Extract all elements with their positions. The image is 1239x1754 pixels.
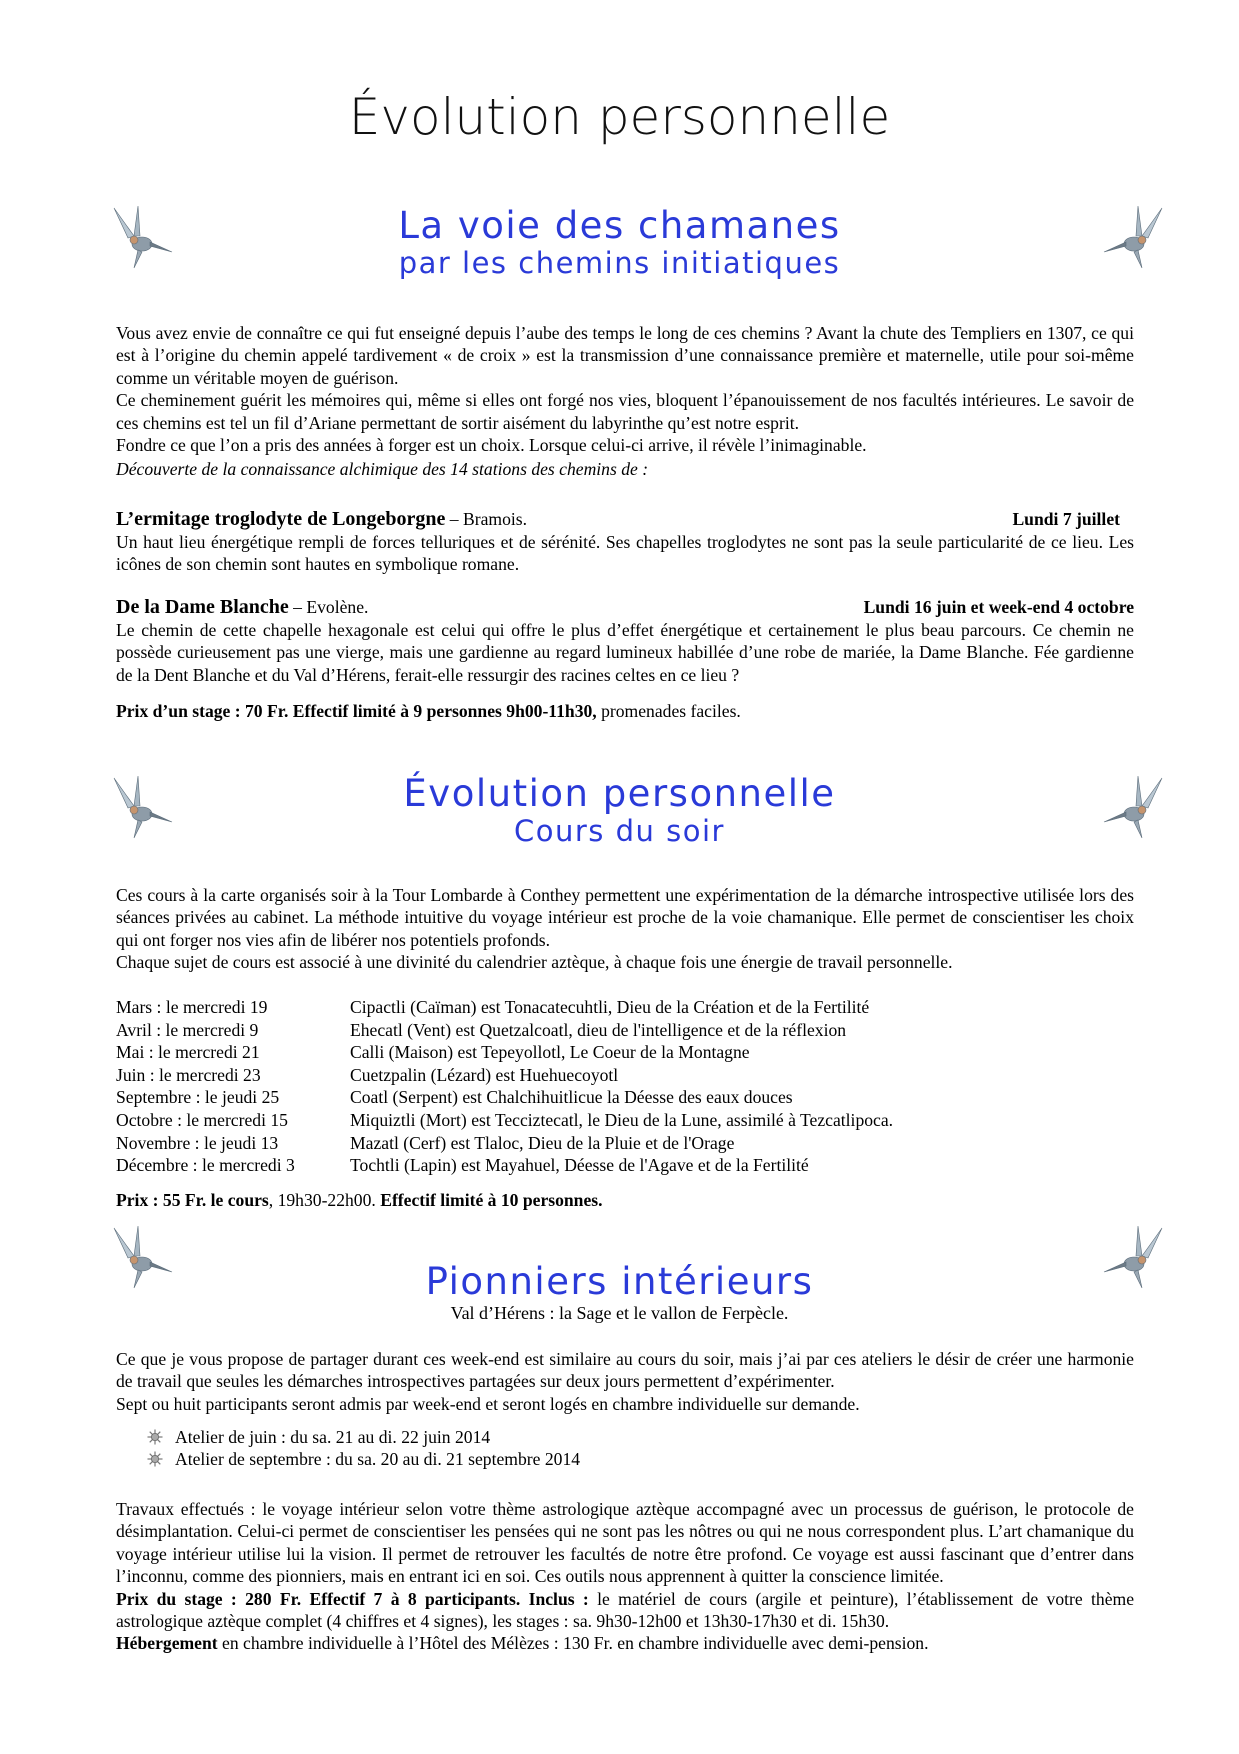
course-topic: Cuetzpalin (Lézard) est Huehuecoyotl <box>350 1064 619 1085</box>
price-bold: Prix : 55 Fr. le cours <box>116 1190 269 1210</box>
course-topic: Ehecatl (Vent) est Quetzalcoatl, dieu de l'intelligence et de la réflexion <box>350 1019 847 1040</box>
place-date: Lundi 7 juillet <box>1012 509 1120 529</box>
course-topic: Calli (Maison) est Tepeyollotl, Le Coeur de la Montagne <box>350 1042 750 1063</box>
section-body <box>116 1348 1134 1415</box>
list-item <box>116 1086 893 1109</box>
section-subtitle: Cours du soir <box>514 814 725 848</box>
section-subtitle: Val d’Hérens : la Sage et le vallon de Ferpècle. <box>450 1303 789 1323</box>
list-item <box>116 1132 893 1155</box>
price-line <box>116 1189 1134 1211</box>
list-item <box>116 1154 893 1177</box>
course-date: Juin : le mercredi 23 <box>116 1064 261 1085</box>
section-heading <box>0 206 1239 280</box>
list-item <box>116 996 893 1019</box>
price-rest: le matériel de cours (argile et peinture), l’établissement de votre thème astrologique aztèque complet (4 chiffres et 4 signes), les stages : sa. 9h30-12h00 et 13h30-17h30 et di. 15h30. <box>116 1588 1134 1632</box>
paragraph: Chaque sujet de cours est associé à une divinité du calendrier aztèque, à chaque fois une énergie de travail personnelle. <box>116 952 953 973</box>
course-date: Décembre : le mercredi 3 <box>116 1155 295 1176</box>
lodging-bold: Hébergement <box>116 1633 218 1654</box>
paragraph: Fondre ce que l’on a pris des années à forger est un choix. Lorsque celui-ci arrive, il révèle l’inimaginable. <box>116 435 867 456</box>
paragraph: Travaux effectués : le voyage intérieur selon votre thème astrologique aztèque accompagné avec un processus de guérison, le protocole de désimplantation. Celui-ci permet de conscientiser les pensées qui ne sont pas les nôtres ou qui ne nous correspondent plus. L’art chamanique du voyage intérieur utilise lui la vision. Il permet de retrouver les facultés de notre être profond. Ce voyage est aussi fascinant que d’entrer dans l’inconnu, comme des pionniers, mais en entrant ici en soi. Ces outils nous apprennent à quitter la conscience limitée. <box>116 1499 1134 1587</box>
paragraph: Sept ou huit participants seront admis par week-end et seront logés en chambre individuelle sur demande. <box>116 1393 860 1414</box>
price-mid: , 19h30-22h00. <box>268 1190 381 1210</box>
price-bold: Effectif limité à 10 personnes. <box>380 1190 603 1210</box>
place-name: De la Dame Blanche <box>116 596 289 618</box>
place-location: – Bramois. <box>445 509 528 529</box>
course-date: Septembre : le jeudi 25 <box>116 1087 280 1108</box>
section-heading <box>0 774 1239 848</box>
course-date: Mars : le mercredi 19 <box>116 997 268 1017</box>
place-name: L’ermitage troglodyte de Longeborgne <box>116 508 446 530</box>
section-body <box>116 1498 1134 1655</box>
course-topic: Tochtli (Lapin) est Mayahuel, Déesse de l'Agave et de la Fertilité <box>350 1155 809 1176</box>
list-item <box>116 1064 893 1087</box>
course-date: Novembre : le jeudi 13 <box>116 1132 279 1153</box>
intro-text: Découverte de la connaissance alchimique des 14 stations des chemins de : <box>116 459 649 480</box>
course-date: Avril : le mercredi 9 <box>116 1019 259 1040</box>
paragraph <box>116 1632 1134 1654</box>
price-line <box>116 700 1134 722</box>
sun-bullet-icon <box>147 1429 163 1445</box>
list-item <box>147 1448 580 1470</box>
place-heading <box>116 596 1134 618</box>
sun-bullet-icon <box>147 1451 163 1467</box>
place-description <box>116 619 1134 686</box>
price-bold: Prix du stage : 280 Fr. Effectif 7 à 8 participants. Inclus : <box>116 1588 589 1609</box>
section-title: Évolution personnelle <box>403 772 836 815</box>
place-location: – Evolène. <box>288 597 369 617</box>
section-title: La voie des chamanes <box>398 204 841 247</box>
paragraph <box>116 1588 1134 1633</box>
section-heading <box>0 1262 1239 1324</box>
paragraph <box>116 1189 1134 1211</box>
list-item <box>116 1109 893 1132</box>
paragraph: Un haut lieu énergétique rempli de forces telluriques et de sérénité. Ses chapelles troglodytes ne sont pas la seule particularité de ce lieu. Les icônes de son chemin sont hautes en symbolique romane. <box>116 532 1134 575</box>
price-bold: Prix d’un stage : 70 Fr. Effectif limité à 9 personnes 9h00-11h30, <box>116 701 597 721</box>
course-topic: Mazatl (Cerf) est Tlaloc, Dieu de la Pluie et de l'Orage <box>350 1132 735 1153</box>
list-item <box>147 1426 490 1448</box>
page-title: Évolution personnelle <box>348 88 891 146</box>
paragraph: Vous avez envie de connaître ce qui fut enseigné depuis l’aube des temps le long de ces chemins ? Avant la chute des Templiers en 1307, ce qui est à l’origine du chemin appelé tardivement « de croix » est la transmission d’une connaissance première et maternelle, utile pour soi-même comme un véritable moyen de guérison. <box>116 323 1134 388</box>
paragraph: Ces cours à la carte organisés soir à la Tour Lombarde à Conthey permettent une expérimentation de la démarche introspective utilisée lors des séances privées au cabinet. La méthode intuitive du voyage intérieur est proche de la voie chamanique. Elle permet de conscientiser les choix qui ont forger nos vies afin de libérer nos potentiels profonds. <box>116 885 1134 950</box>
section-title: Pionniers intérieurs <box>425 1260 814 1303</box>
section-body <box>116 884 1134 974</box>
course-date: Octobre : le mercredi 15 <box>116 1109 288 1130</box>
atelier-text: Atelier de juin : du sa. 21 au di. 22 juin 2014 <box>175 1427 491 1447</box>
course-topic: Miquiztli (Mort) est Tecciztecatl, le Dieu de la Lune, assimilé à Tezcatlipoca. <box>350 1109 894 1130</box>
place-description <box>116 531 1134 576</box>
place-heading <box>116 508 1134 530</box>
section-body <box>116 322 1134 481</box>
list-item <box>116 1019 893 1042</box>
course-topic: Coatl (Serpent) est Chalchihuitlicue la Déesse des eaux douces <box>350 1087 793 1108</box>
paragraph: Ce cheminement guérit les mémoires qui, même si elles ont forgé nos vies, bloquent l’épanouissement de nos facultés intérieures. Le savoir de ces chemins est tel un fil d’Ariane permettant de sortir aisément du labyrinthe qu’est notre esprit. <box>116 390 1134 433</box>
atelier-text: Atelier de septembre : du sa. 20 au di. 21 septembre 2014 <box>175 1449 581 1469</box>
paragraph: Le chemin de cette chapelle hexagonale est celui qui offre le plus d’effet énergétique et certainement le plus beau parcours. Ce chemin ne possède curieusement pas une vierge, mais une gardienne au regard lumineux habillée d’une robe de mariée, la Dame Blanche. Fée gardienne de la Dent Blanche et du Val d’Hérens, ferait-elle ressurgir des racines celtes en ce lieu ? <box>116 620 1134 685</box>
course-topic: Cipactli (Caïman) est Tonacatecuhtli, Dieu de la Création et de la Fertilité <box>350 997 870 1017</box>
price-rest: promenades faciles. <box>596 701 741 721</box>
lodging-rest: en chambre individuelle à l’Hôtel des Mélèzes : 130 Fr. en chambre individuelle avec demi-pension. <box>217 1633 929 1654</box>
paragraph <box>116 700 1134 722</box>
place-date: Lundi 16 juin et week-end 4 octobre <box>863 597 1134 617</box>
course-date: Mai : le mercredi 21 <box>116 1042 260 1063</box>
course-list <box>116 996 893 1177</box>
list-item <box>116 1041 893 1064</box>
paragraph: Ce que je vous propose de partager durant ces week-end est similaire au cours du soir, mais j’ai par ces ateliers le désir de créer une harmonie de travail que seules les démarches introspectives partagées sur deux jours permettent d’expérimenter. <box>116 1349 1134 1392</box>
section-subtitle: par les chemins initiatiques <box>398 246 841 280</box>
